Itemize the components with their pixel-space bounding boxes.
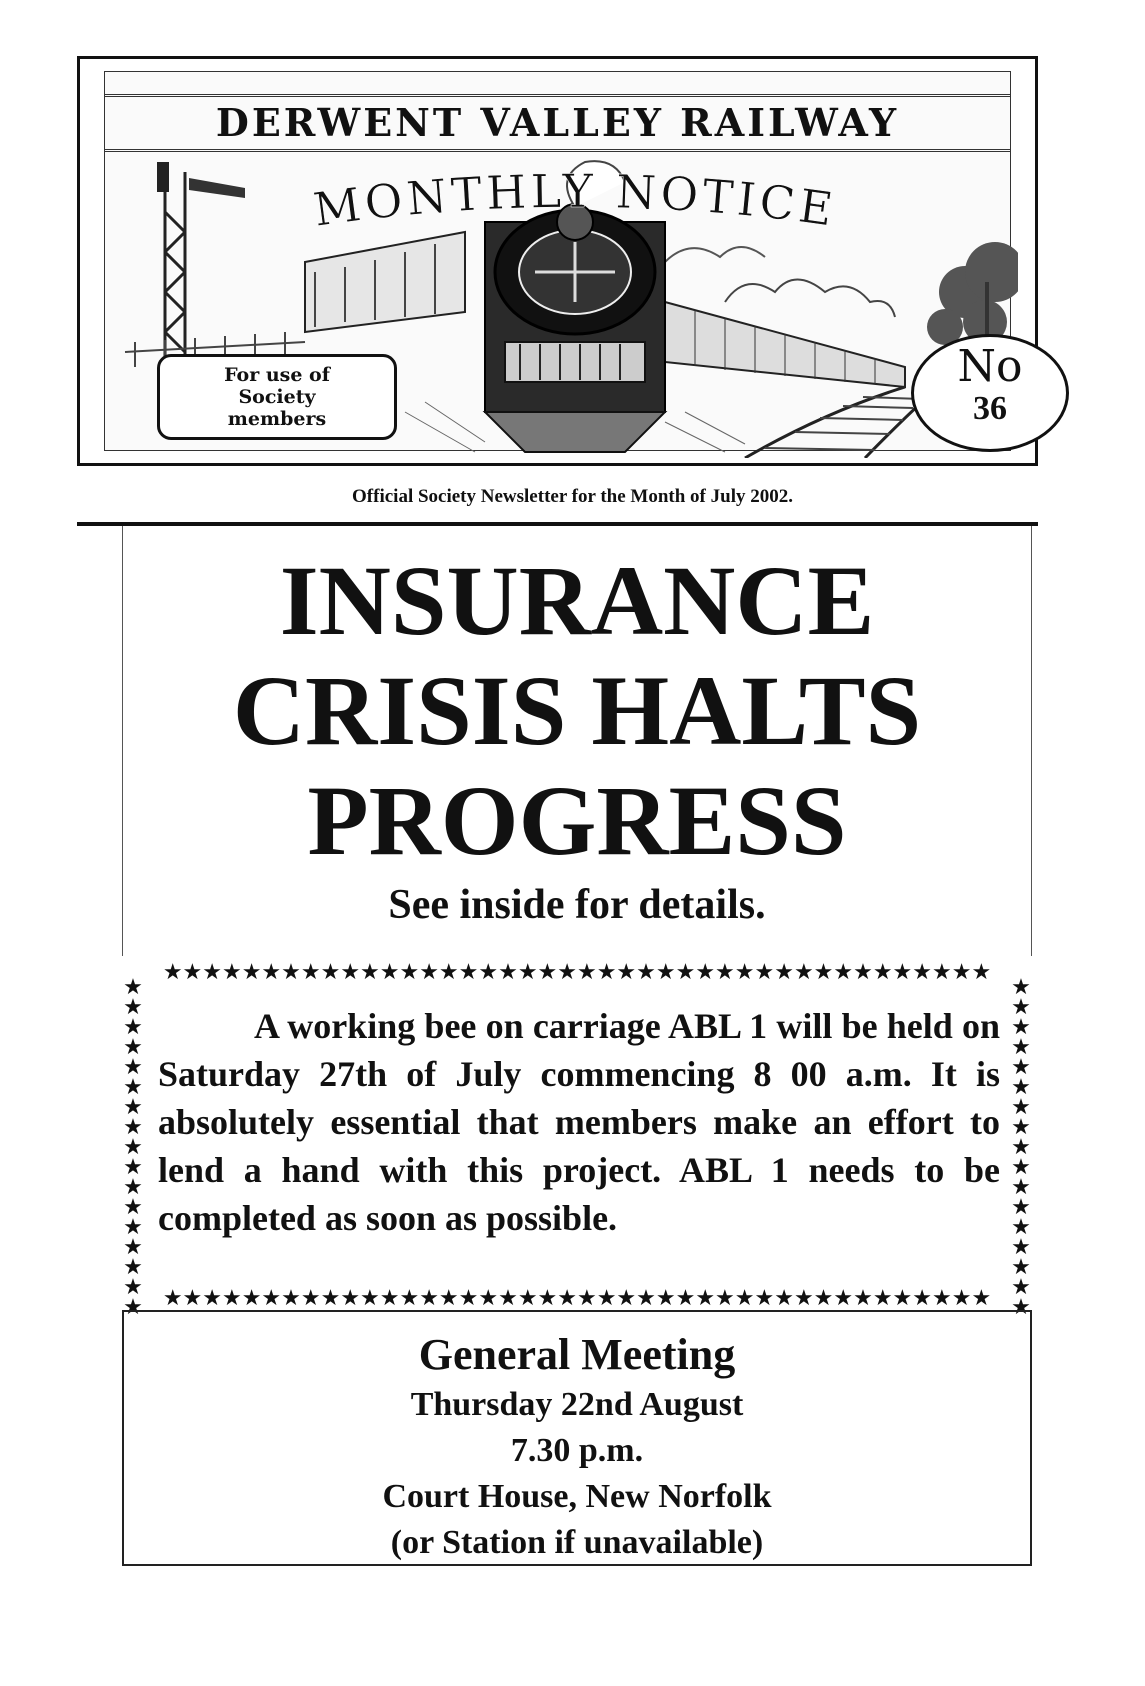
members-badge-line-1: For use of [224,364,330,386]
notice-title: MONTHLY NOTICE [310,163,840,237]
meeting-venue: Court House, New Norfolk [382,1478,772,1515]
members-badge [157,354,397,440]
star-border-bottom: ★★★★★★★★★★★★★★★★★★★★★★★★★★★★★★★★★★★★★★★★★★ [162,1286,992,1311]
meeting-alternate-venue: (or Station if unavailable) [390,1524,764,1561]
star-border-left: ★★★★★★★★★★★★★★★★★ [123,975,143,1320]
meeting-title: General Meeting [418,1330,736,1379]
working-bee-notice [122,960,1032,1320]
railway-name: DERWENT VALLEY RAILWAY [105,94,1010,152]
masthead-frame [104,71,1023,451]
headline-line-1: INSURANCE [279,545,875,656]
newsletter-subtitle: Official Society Newsletter for the Month of July 2002. [352,486,793,507]
members-badge-line-3: members [227,408,327,430]
headline-line-2: CRISIS HALTS [232,655,922,766]
issue-label: No [957,341,1023,392]
general-meeting-box [122,1310,1032,1566]
masthead [77,56,1038,466]
issue-badge [911,334,1069,452]
meeting-date: Thursday 22nd August [410,1386,744,1423]
star-border-top: ★★★★★★★★★★★★★★★★★★★★★★★★★★★★★★★★★★★★★★★★★★ [162,960,992,985]
headline-panel [122,526,1032,956]
headline [123,546,1031,876]
star-border-right: ★★★★★★★★★★★★★★★★★ [1011,975,1031,1320]
meeting-time: 7.30 p.m. [510,1432,644,1469]
headline-line-3: PROGRESS [307,765,847,876]
issue-number: 36 [973,390,1007,427]
headline-subhead: See inside for details. [388,882,766,928]
members-badge-line-2: Society [238,386,316,408]
working-bee-text: A working bee on carriage ABL 1 will be held on Saturday 27th of July commencing 8 00 a.m. It is absolutely essential that members make an effort to lend a hand with this project. ABL 1 needs to be completed as soon as possible. [158,1006,1000,1238]
